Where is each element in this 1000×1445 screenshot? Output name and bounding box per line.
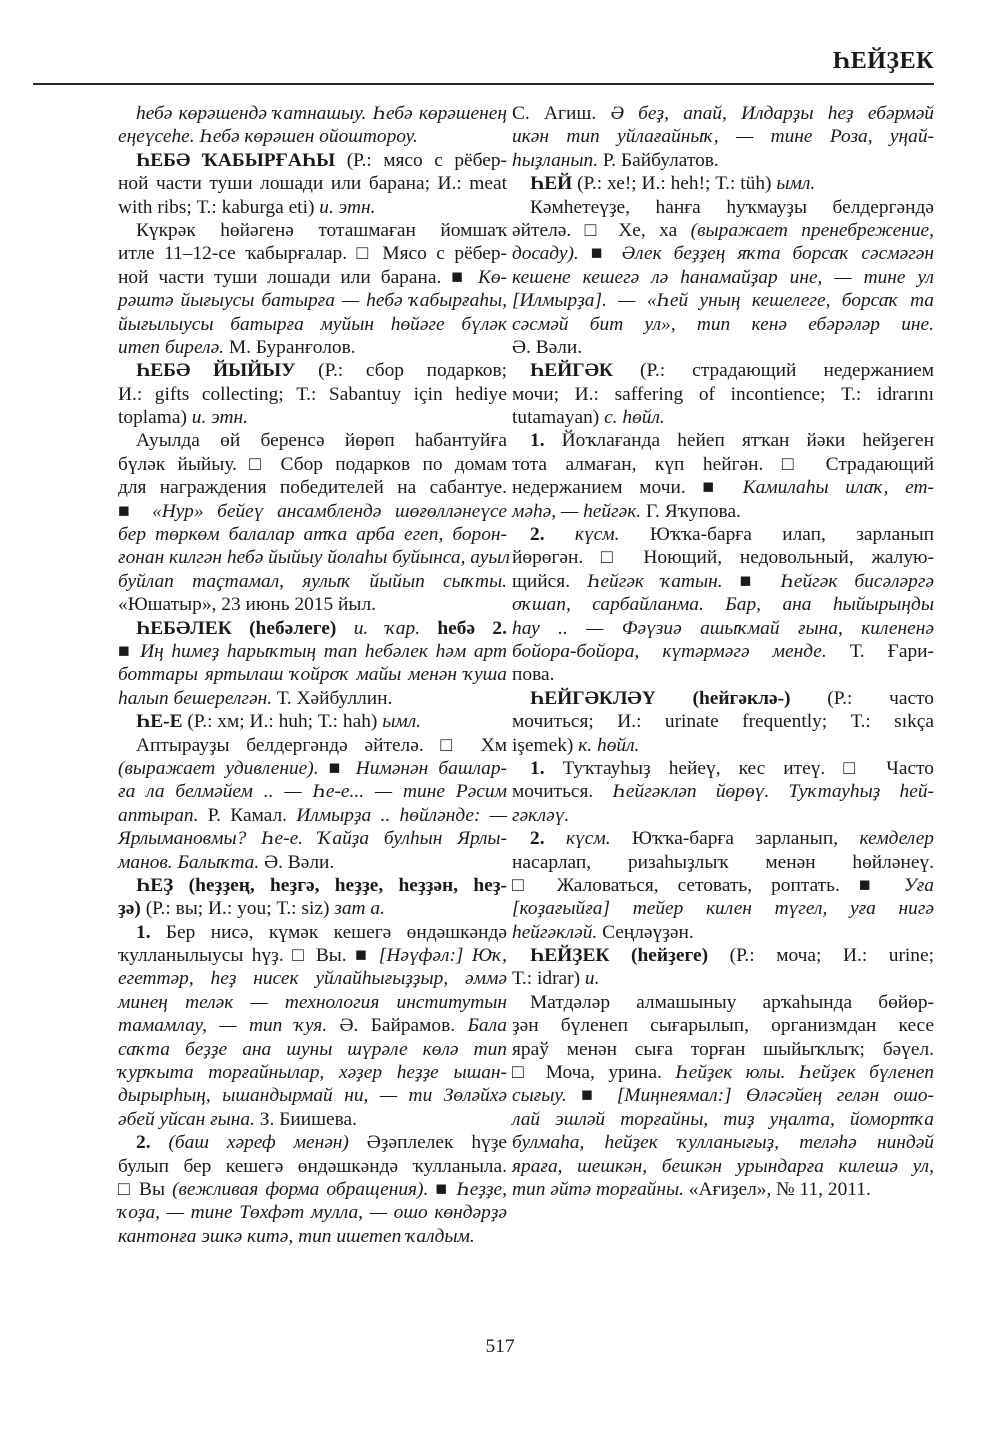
body-text: Бер нисә, күмәк кешегә өндәшкәндә (150, 921, 507, 943)
text-line (512, 687, 934, 710)
text-line (118, 617, 507, 640)
italic-text: Нимәнән башлар- (355, 757, 507, 779)
body-text: мочи; И.: saffering of incontience; Т.: idrarını (512, 383, 934, 405)
italic-text: әбей уйсан ғына. (118, 1108, 255, 1130)
italic-text: тип әйтә торғайны. (512, 1178, 684, 1200)
text-line (512, 289, 934, 312)
text-line (512, 172, 934, 195)
italic-text: к. һөйл. (578, 734, 640, 756)
headword: 2. (136, 1132, 151, 1154)
text-line (118, 687, 507, 710)
text-line (512, 1038, 934, 1061)
text-line (118, 242, 507, 265)
text-line (118, 710, 507, 733)
italic-text: кемделер (859, 828, 934, 850)
italic-text: гәкләү. (512, 804, 570, 826)
text-line (118, 359, 507, 382)
body-text: мочиться; И.: urinate frequently; Т.: sıkça (512, 711, 934, 733)
text-line (512, 266, 934, 289)
italic-text: күсм. (544, 524, 620, 546)
italic-text: [коҙағыйға] тейер килен түгел, уға нигә (512, 898, 934, 920)
text-line (512, 570, 934, 593)
italic-text: итеп бирелә. (118, 336, 225, 358)
body-text: Т. Хәйбуллин. (272, 687, 393, 709)
italic-text: досаду). (512, 243, 579, 265)
body-text: Т.: idrar) (512, 968, 585, 990)
text-line (512, 967, 934, 990)
text-line (512, 242, 934, 265)
text-line (512, 991, 934, 1014)
italic-text: һалып бешерелгән. (118, 687, 273, 709)
italic-text: еңеүсеһе. Һебә көрәшен ойоштороу. (118, 126, 418, 148)
text-line (512, 383, 934, 406)
body-text: işemek) (512, 734, 579, 756)
body-text: with ribs; Т.: kaburga eti) (118, 196, 320, 218)
text-line (118, 1178, 507, 1201)
text-line (118, 1038, 507, 1061)
text-line (118, 1014, 507, 1037)
italic-text: ҡурҡыта торғайнылар, хәҙер һеҙҙе ышан- (118, 1062, 507, 1084)
body-text: для награждения победителей на сабантуе. (118, 477, 507, 499)
italic-text: манов. Балыҡта. (118, 851, 260, 873)
text-line (118, 476, 507, 499)
body-text: йөрөгән. □ Ноющий, недовольный, жалую- (512, 547, 934, 569)
text-line (118, 453, 507, 476)
text-line (118, 570, 507, 593)
body-text: (Р.: хм; И.: huh; Т.: hah) (182, 711, 383, 733)
text-line (512, 476, 934, 499)
body-text: недержанием мочи. ■ (512, 477, 743, 499)
body-text: З. Биишева. (254, 1108, 357, 1130)
body-text: ■ (118, 500, 153, 522)
italic-text: күсм. (544, 828, 611, 850)
page-number: 517 (485, 1336, 515, 1357)
italic-text: егеттәр, һеҙ нисек уйлайһығыҙҙыр, әммә (118, 968, 507, 990)
headword: ҺЕЙГӘКЛӘҮ (һейгәклә-) (530, 687, 791, 709)
body-text: Юҡҡа-барға илап, зарланып (619, 524, 934, 546)
italic-text: һыҙланып. (512, 149, 599, 171)
body-text: Сеңләүҙән. (597, 921, 694, 943)
italic-text: аптырап. (118, 804, 199, 826)
body-text: toplama) (118, 407, 192, 429)
italic-text: с. һөйл. (604, 407, 665, 429)
body-text: tutamayan) (512, 407, 605, 429)
text-line (118, 1084, 507, 1107)
italic-text: сәсмәй бит ул», тип кенә ебәрәләр ине. (512, 313, 934, 335)
body-text: Ә. Вәли. (259, 851, 335, 873)
body-text: итле 11–12-се ҡабырғалар. □ Мясо с рёбер- (118, 243, 507, 265)
body-text: ■ (722, 570, 781, 592)
body-text: щийся. (512, 570, 588, 592)
italic-text: Һейгәк ҡатын. (587, 570, 723, 592)
body-text: ной части туши лошади или барана. ■ (118, 266, 478, 288)
text-line (512, 453, 934, 476)
text-line (512, 617, 934, 640)
text-line (512, 429, 934, 452)
body-text: Ә. Вәли. (512, 336, 583, 358)
body-text: «Ағиҙел», № 11, 2011. (683, 1178, 871, 1200)
italic-text: лай эшләй торғайны, тиҙ уңалта, йомортҡа (512, 1108, 934, 1130)
text-line (512, 336, 934, 359)
headword: ҺЕБӘЛЕК (һебәлеге) (136, 617, 337, 639)
italic-text: оҡшап, сарбайланма. Бар, ана һыйырыңды (512, 594, 934, 616)
text-line (512, 1178, 934, 1201)
text-line (512, 734, 934, 757)
text-line (512, 359, 934, 382)
text-line (512, 1155, 934, 1178)
text-line (118, 1061, 507, 1084)
italic-text: бойора-бойора, күтәрмәгә менде. (512, 640, 827, 662)
italic-text: кантонға эшкә китә, тип ишетеп ҡалдым. (118, 1225, 475, 1247)
body-text: Р. Камал. (198, 804, 297, 826)
italic-text: (выражает пренебрежение, (690, 219, 934, 241)
body-text: Г. Яҡупова. (641, 500, 741, 522)
italic-text: [Илмырҙа]. — «Һей уның кешелеге, борсаҡ та (512, 290, 934, 312)
italic-text: «Нур» бейеү ансамблендә шөғөлләнеүсе (152, 500, 508, 522)
body-text: (Р.: хе!; И.: heh!; Т.: tüh) (572, 173, 777, 195)
body-text: бүләк йыйыу. □ Сбор подарков по домам (118, 453, 507, 475)
text-line (512, 125, 934, 148)
text-line (512, 757, 934, 780)
italic-text: ҡоҙа, — тине Төхфәт мулла, — ошо көндәрҙә (118, 1202, 507, 1224)
italic-text: Һеҙҙе, (456, 1178, 507, 1200)
text-line (118, 967, 507, 990)
running-head: ҺЕЙҘЕК (832, 48, 934, 74)
text-line (512, 102, 934, 125)
body-text: «Юшатыр», 23 июнь 2015 йыл. (118, 594, 376, 616)
text-line (118, 289, 507, 312)
headword: ҺЕЙГӘК (530, 360, 613, 382)
italic-text: һебә көрәшендә ҡатнашыу. Һебә көрәшенең (136, 103, 507, 124)
body-text: (Р.: сбор подарков; (295, 360, 507, 382)
italic-text: Иң һимеҙ һарыҡтың тап һебәлек һәм арт (140, 640, 507, 662)
italic-text: и. этн. (319, 196, 376, 218)
text-line (118, 523, 507, 546)
text-line (512, 1084, 934, 1107)
body-text: Күкрәк һөйәгенә тоташмаған йомшаҡ (136, 219, 507, 241)
text-line (118, 125, 507, 148)
headword: ҺЕ-Е (136, 711, 183, 733)
text-line (512, 663, 934, 686)
body-text: ■ (118, 640, 141, 662)
text-line (118, 593, 507, 616)
text-line (512, 944, 934, 967)
text-line (512, 710, 934, 733)
text-line (118, 1201, 507, 1224)
italic-text: ғонан килгән һебә йыйыу йолаһы буйынса, ауыл (118, 547, 510, 569)
italic-text: [Нәүфәл:] Юҡ, (378, 945, 507, 967)
body-text: С. Агиш. (512, 103, 611, 124)
text-line (512, 523, 934, 546)
text-line (118, 1155, 507, 1178)
text-line (118, 804, 507, 827)
body-text: ■ (566, 1085, 617, 1107)
body-text: (Р.: страдающий недержанием (612, 360, 934, 382)
body-text: (Р.: мясо с рёбер- (335, 149, 508, 171)
text-line (118, 1131, 507, 1154)
italic-text: бер төркөм балалар атҡа арба егеп, борон- (118, 524, 507, 546)
italic-text: ға ла белмәйем .. — Һе-е... — тине Рәсим (118, 781, 507, 803)
italic-text: Уға (903, 874, 934, 896)
headword: ҺЕБӘ ҠАБЫРҒАҺЫ (136, 149, 336, 171)
italic-text: Һейгәкләп йөрөү. Туҡтауһыҙ һей- (612, 781, 934, 803)
headword: 1. (530, 757, 545, 779)
italic-text: Ә беҙ, апай, Илдарҙы һеҙ ебәрмәй (610, 103, 934, 124)
italic-text: Әлек беҙҙең яҡта борсаҡ сәсмәгән (621, 243, 934, 265)
body-text: Йоҡлағанда һейеп ятҡан йәки һейҙеген (544, 430, 934, 452)
italic-text: тамамлау, — тип ҡуя. (118, 1015, 328, 1037)
text-line (118, 500, 507, 523)
text-line (512, 1108, 934, 1131)
italic-text: сығыу. (512, 1085, 567, 1107)
text-line (512, 196, 934, 219)
body-text: И.: gifts collecting; Т.: Sabantuy için hediye (118, 383, 507, 405)
italic-text: кешене кешегә лә һанамайҙар ине, — тине ул (512, 266, 934, 288)
text-line (512, 593, 934, 616)
text-line (512, 406, 934, 429)
header-rule (33, 83, 934, 85)
body-text: Ауылда өй беренсә йөрөп һабантуйға (136, 430, 507, 452)
text-line (512, 1061, 934, 1084)
text-line (512, 1014, 934, 1037)
italic-text: саҡта беҙҙе ана шуны шүрәле көлә тип (118, 1038, 507, 1060)
text-line (512, 219, 934, 242)
text-line (118, 219, 507, 242)
text-line (512, 313, 934, 336)
body-text: (Р.: часто (790, 687, 934, 709)
italic-text: буйлап таҫтамал, яулыҡ йыйып сыҡты. (118, 570, 507, 592)
italic-text: Ярлымановмы? Һе-е. Ҡайҙа булһын Ярлы- (118, 828, 507, 850)
italic-text: һейгәкләй. (512, 921, 598, 943)
body-text: □ Вы (118, 1178, 173, 1200)
text-line (118, 266, 507, 289)
body-text: булып бер кешегә өндәшкәндә ҡулланыла. (118, 1155, 507, 1177)
body-text: Матдәләр алмашыныу арҡаһында бөйөр- (530, 991, 934, 1013)
headword: ҙә) (118, 898, 141, 920)
text-line (512, 874, 934, 897)
text-line (512, 149, 934, 172)
italic-text: зат а. (334, 898, 385, 920)
text-line (512, 1131, 934, 1154)
body-text: ной части туши лошади или барана; И.: meat (118, 173, 507, 195)
text-line (118, 102, 507, 125)
italic-text: (баш хәреф менән) (150, 1132, 349, 1154)
body-text: Т. Ғари- (826, 640, 934, 662)
body-text: мочиться. (512, 781, 613, 803)
text-line (118, 734, 507, 757)
text-line (118, 406, 507, 429)
body-text: Кәмһетеүҙе, һанға һуҡмауҙы белдергәндә (530, 196, 934, 218)
italic-text: йығылыусы батырға муйын һөйәге бүләк (118, 313, 507, 335)
text-line (118, 944, 507, 967)
text-line (118, 172, 507, 195)
body-text: ■ (428, 1178, 457, 1200)
body-text: әйтелә. □ Хе, ха (512, 219, 691, 241)
text-line (512, 897, 934, 920)
italic-text: (выражает удивление). (118, 757, 319, 779)
italic-text: ымл. (776, 173, 816, 195)
right-column (512, 102, 934, 1201)
body-text: Р. Байбулатов. (598, 149, 719, 171)
italic-text: Кө- (477, 266, 507, 288)
headword: ҺЕҘ (һеҙҙең, һеҙгә, һеҙҙе, һеҙҙән, һеҙ- (136, 874, 507, 896)
body-text: □ Жаловаться, сетовать, роптать. ■ (512, 874, 904, 896)
text-line (118, 1108, 507, 1131)
text-line (512, 921, 934, 944)
body-text: пова. (512, 664, 555, 686)
headword: ҺЕЙ (530, 173, 573, 195)
text-line (512, 827, 934, 850)
text-line (118, 429, 507, 452)
italic-text: булмаһа, һейҙек ҡулланығыҙ, теләһә ниндәй (512, 1132, 934, 1154)
italic-text: минең теләк — технология институтын (118, 991, 507, 1013)
headword: ҺЕЙҘЕК (һейҙеге) (530, 945, 709, 967)
body-text: Әҙәплелек һүҙе (348, 1132, 507, 1154)
italic-text: и. этн. (191, 407, 248, 429)
italic-text: и. ҡар. (336, 617, 438, 639)
text-line (118, 336, 507, 359)
headword: 1. (136, 921, 151, 943)
text-line (118, 313, 507, 336)
headword: 1. (530, 430, 545, 452)
headword: 2. (530, 524, 545, 546)
text-line (118, 757, 507, 780)
italic-text: и. (584, 968, 600, 990)
text-line (512, 640, 934, 663)
headword: ҺЕБӘ ЙЫЙЫУ (136, 360, 296, 382)
body-text: Ә. Байрамов. (327, 1015, 468, 1037)
italic-text: боттары яртылаш ҡойроҡ майы менән ҡуша (118, 664, 507, 686)
text-line (118, 851, 507, 874)
italic-text: һау .. — Фәүзиә ашыҡмай ғына, килененә (512, 617, 934, 639)
text-line (118, 663, 507, 686)
italic-text: ымл. (382, 711, 422, 733)
text-line (118, 780, 507, 803)
text-line (512, 804, 934, 827)
body-text: ■ (578, 243, 622, 265)
body-text: ҙән бүленеп сығарылып, организмдан кесе (512, 1015, 934, 1037)
italic-text: [Миңнеямал:] Өләсәйең гелән ошо- (616, 1085, 934, 1107)
body-text: ҡулланылыусы һүҙ. □ Вы. ■ (118, 945, 379, 967)
body-text: насарлап, ризаһыҙлыҡ менән һөйләнеү. (512, 851, 934, 873)
italic-text: мәһә, — һейгәк. (512, 500, 642, 522)
headword: 2. (530, 828, 545, 850)
body-text: Туҡтауһыҙ һейеү, кес итеү. □ Часто (544, 757, 934, 779)
italic-text: Илмырҙа .. һөйләнде: — (296, 804, 507, 826)
body-text: ■ (318, 757, 356, 779)
text-line (512, 851, 934, 874)
left-column (118, 102, 510, 1248)
italic-text: (вежливая форма обращения). (172, 1178, 429, 1200)
text-line (118, 640, 507, 663)
italic-text: Һейҙек юлы. Һейҙек бүленеп (675, 1062, 935, 1084)
italic-text: яраға, шешкән, бешкән урындарға килешә ул, (512, 1155, 934, 1177)
italic-text: рәштә йығыусы батырға — һебә ҡабырғаһы, (118, 290, 507, 312)
text-line (118, 991, 507, 1014)
body-text: □ Моча, урина. (512, 1062, 676, 1084)
italic-text: икән тип уйлағайныҡ, — тине Роза, уңай- (512, 126, 934, 148)
text-line (118, 546, 510, 569)
italic-text: Бала (467, 1015, 507, 1037)
body-text: (Р.: моча; И.: urine; (708, 945, 934, 967)
text-line (118, 827, 507, 850)
italic-text: Һейгәк бисәләргә (780, 570, 934, 592)
headword: һебә 2. (437, 617, 507, 639)
text-line (118, 149, 507, 172)
text-line (118, 921, 507, 944)
text-line (118, 1225, 507, 1248)
text-line (118, 874, 507, 897)
text-line (512, 546, 934, 569)
text-line (118, 383, 507, 406)
body-text: тота алмаған, күп һейгән. □ Страдающий (512, 453, 934, 475)
body-text: Юҡҡа-барға зарланып, (610, 828, 860, 850)
body-text: яраў менән сыға торған шыйыҡлыҡ; бәүел. (512, 1038, 934, 1060)
body-text: (Р.: вы; И.: you; Т.: siz) (140, 898, 335, 920)
text-line (118, 196, 507, 219)
italic-text: Камилаһы илаҡ, ет- (742, 477, 934, 499)
text-line (118, 897, 507, 920)
text-line (512, 780, 934, 803)
italic-text: дырырһың, ышандырмай ни, — ти Зөләйхә (118, 1085, 507, 1107)
text-line (512, 500, 934, 523)
body-text: М. Буранғолов. (224, 336, 356, 358)
body-text: Аптырауҙы белдергәндә әйтелә. □ Хм (136, 734, 507, 756)
